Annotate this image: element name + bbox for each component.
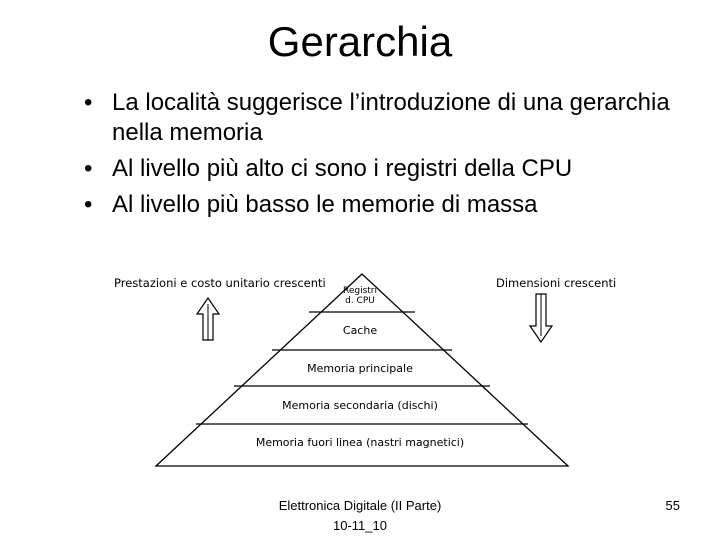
bullet-item (84, 88, 684, 148)
bullet-text: Al livello più basso le memorie di massa (112, 191, 538, 218)
registers-line-2: d. CPU (345, 296, 375, 306)
footer-course: Elettronica Digitale (II Parte) (278, 498, 442, 513)
left-axis-label: Prestazioni e costo unitario crescenti (114, 276, 326, 290)
slide-title: Gerarchia (267, 18, 453, 65)
bullet-item (84, 190, 684, 220)
level-label-secondary-memory: Memoria secondaria (dischi) (282, 399, 438, 412)
bullet-dot: • (84, 89, 93, 116)
level-label-offline-memory: Memoria fuori linea (nastri magnetici) (255, 436, 465, 449)
footer-code: 10-11_10 (333, 518, 387, 533)
bullet-dot: • (84, 155, 93, 182)
slide-footer (250, 496, 470, 536)
memory-hierarchy-figure (110, 268, 617, 474)
right-axis-label: Dimensioni crescenti (496, 276, 617, 290)
bullet-text: La località suggerisce l’introduzione di una gerarchia nella memoria (112, 89, 670, 146)
bullet-dot: • (84, 191, 93, 218)
bullet-item (84, 154, 684, 184)
bullet-list (84, 88, 684, 226)
page-number: 55 (665, 498, 680, 513)
registers-line-1: Registri (342, 286, 378, 296)
level-label-registers (110, 286, 610, 306)
bullet-text: Al livello più alto ci sono i registri della CPU (112, 155, 573, 182)
level-label-cache: Cache (342, 324, 378, 337)
level-label-main-memory: Memoria principale (307, 362, 413, 375)
